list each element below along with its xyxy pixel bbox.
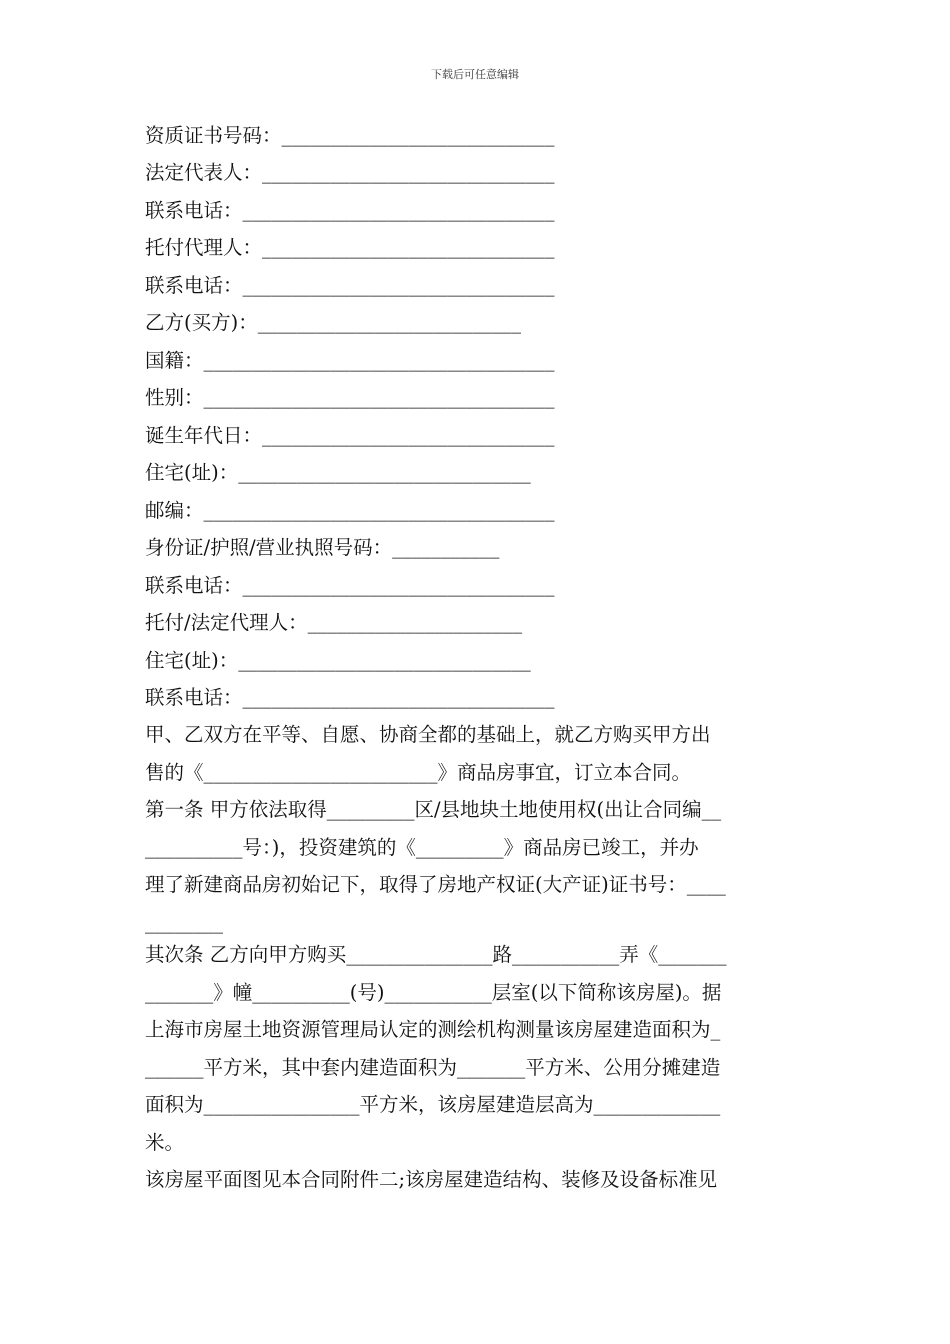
paragraph-intro (145, 716, 810, 791)
field-birth-date: 诞生年代日：______________________________ (145, 424, 555, 447)
paragraph-floor-plan (145, 1161, 810, 1199)
paragraph-article-2 (145, 936, 810, 1161)
paragraph-line: ________ (145, 910, 223, 934)
paragraph-line: 第一条 甲方依法取得_________区/县地块土地使用权(出让合同编__ (145, 798, 722, 821)
field-buyer: 乙方(买方)：___________________________ (145, 311, 521, 334)
field-address-1: 住宅(址)：______________________________ (145, 461, 531, 484)
field-phone-1: 联系电话：________________________________ (145, 199, 555, 222)
field-nationality: 国籍：____________________________________ (145, 349, 555, 372)
field-phone-4: 联系电话：________________________________ (145, 686, 555, 709)
paragraph-line: ______平方米，其中套内建造面积为_______平方米、公用分摊建造 (145, 1055, 721, 1079)
field-agent: 托付代理人：______________________________ (145, 236, 555, 259)
paragraph-line: 其次条 乙方向甲方购买_______________路___________弄《_______ (145, 943, 727, 966)
field-phone-3: 联系电话：________________________________ (145, 574, 555, 597)
paragraph-line: 售的《________________________》商品房事宜，订立本合同。 (145, 760, 692, 784)
field-postcode: 邮编：____________________________________ (145, 499, 555, 522)
page-header: 下载后可任意编辑 (431, 68, 519, 81)
paragraph-line: 理了新建商品房初始记下，取得了房地产权证(大产证)证书号：____ (145, 873, 726, 896)
field-legal-agent: 托付/法定代理人：______________________ (145, 611, 523, 634)
field-qualification-number: 资质证书号码：____________________________ (145, 124, 555, 147)
paragraph-line: _______》幢__________(号)___________层室(以下简称该房屋)。据 (145, 980, 722, 1004)
paragraph-article-1 (145, 791, 810, 941)
field-address-2: 住宅(址)：______________________________ (145, 649, 531, 672)
field-id-number: 身份证/护照/营业执照号码：___________ (145, 536, 500, 559)
field-legal-representative: 法定代表人：______________________________ (145, 161, 555, 184)
field-gender: 性别：____________________________________ (145, 386, 555, 409)
paragraph-line: 面积为________________平方米，该房屋建造层高为_____________ (145, 1093, 721, 1116)
field-phone-2: 联系电话：________________________________ (145, 274, 555, 297)
paragraph-line: __________号：)，投资建筑的《_________》商品房已竣工，并办 (145, 835, 699, 859)
paragraph-line: 米。 (145, 1130, 185, 1154)
paragraph-line: 上海市房屋土地资源管理局认定的测绘机构测量该房屋建造面积为_ (145, 1018, 721, 1041)
paragraph-line: 甲、乙双方在平等、自愿、协商全都的基础上，就乙方购买甲方出 (145, 723, 711, 746)
paragraph-line: 该房屋平面图见本合同附件二;该房屋建造结构、装修及设备标准见 (145, 1168, 718, 1191)
